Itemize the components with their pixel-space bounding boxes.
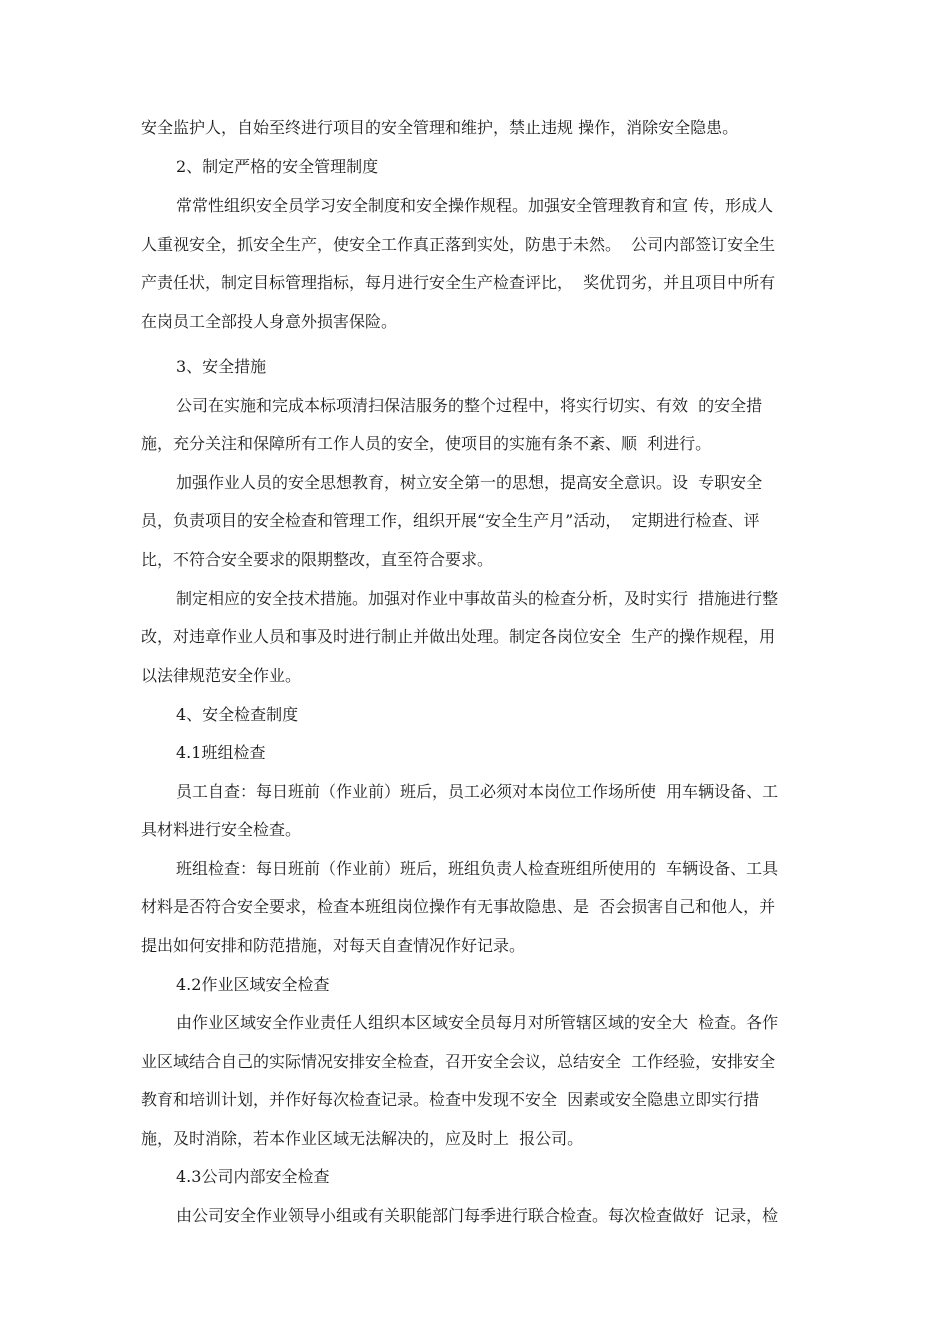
text-line: 产责任状，制定目标管理指标，每月进行安全生产检查评比， 奖优罚劣，并且项目中所有 (141, 273, 776, 292)
text-line: 教育和培训计划，并作好每次检查记录。检查中发现不安全 因素或安全隐患立即实行措 (141, 1090, 760, 1109)
section-heading: 4、安全检查制度 (176, 705, 299, 724)
section-heading: 4.2作业区域安全检查 (176, 975, 330, 994)
text-line: 安全监护人，自始至终进行项目的安全管理和维护，禁止违规 操作，消除安全隐患。 (141, 118, 739, 137)
text-line: 业区域结合自己的实际情况安排安全检查，召开安全会议，总结安全 工作经验，安排安全 (141, 1052, 776, 1071)
text-line: 材料是否符合安全要求，检查本班组岗位操作有无事故隐患、是 否会损害自己和他人，并 (141, 897, 776, 916)
text-line: 由作业区域安全作业责任人组织本区域安全员每月对所管辖区域的安全大 检查。各作 (176, 1013, 779, 1032)
text-line: 施，及时消除，若本作业区域无法解决的，应及时上 报公司。 (141, 1129, 584, 1148)
text-line: 施，充分关注和保障所有工作人员的安全，使项目的实施有条不紊、顺 利进行。 (141, 434, 712, 453)
text-line: 班组检查：每日班前（作业前）班后，班组负责人检查班组所使用的 车辆设备、工具 (176, 859, 779, 878)
text-line: 在岗员工全部投人身意外损害保险。 (141, 312, 398, 331)
section-heading: 2、制定严格的安全管理制度 (176, 157, 379, 176)
text-line: 比，不符合安全要求的限期整改，直至符合要求。 (141, 550, 494, 569)
section-heading: 4.1班组检查 (176, 743, 266, 762)
text-line: 以法律规范安全作业。 (141, 666, 302, 685)
text-line: 改，对违章作业人员和事及时进行制止并做出处理。制定各岗位安全 生产的操作规程，用 (141, 627, 776, 646)
text-line: 员工自查：每日班前（作业前）班后，员工必须对本岗位工作场所使 用车辆设备、工 (176, 782, 779, 801)
text-line: 加强作业人员的安全思想教育，树立安全第一的思想，提高安全意识。设 专职安全 (176, 473, 763, 492)
text-line: 由公司安全作业领导小组或有关职能部门每季进行联合检查。每次检查做好 记录，检 (176, 1206, 779, 1225)
section-heading: 3、安全措施 (176, 357, 267, 376)
text-line: 员，负责项目的安全检查和管理工作，组织开展“安全生产月”活动， 定期进行检查、评 (141, 511, 760, 530)
section-heading: 4.3公司内部安全检查 (176, 1167, 330, 1186)
text-line: 人重视安全，抓安全生产，使安全工作真正落到实处，防患于未然。 公司内部签订安全生 (141, 235, 776, 254)
text-line: 制定相应的安全技术措施。加强对作业中事故苗头的检查分析，及时实行 措施进行整 (176, 589, 779, 608)
text-line: 公司在实施和完成本标项清扫保洁服务的整个过程中，将实行切实、有效 的安全措 (176, 396, 763, 415)
text-line: 常常性组织安全员学习安全制度和安全操作规程。加强安全管理教育和宣 传，形成人 (176, 196, 774, 215)
text-line: 具材料进行安全检查。 (141, 820, 302, 839)
text-line: 提出如何安排和防范措施，对每天自查情况作好记录。 (141, 936, 526, 955)
